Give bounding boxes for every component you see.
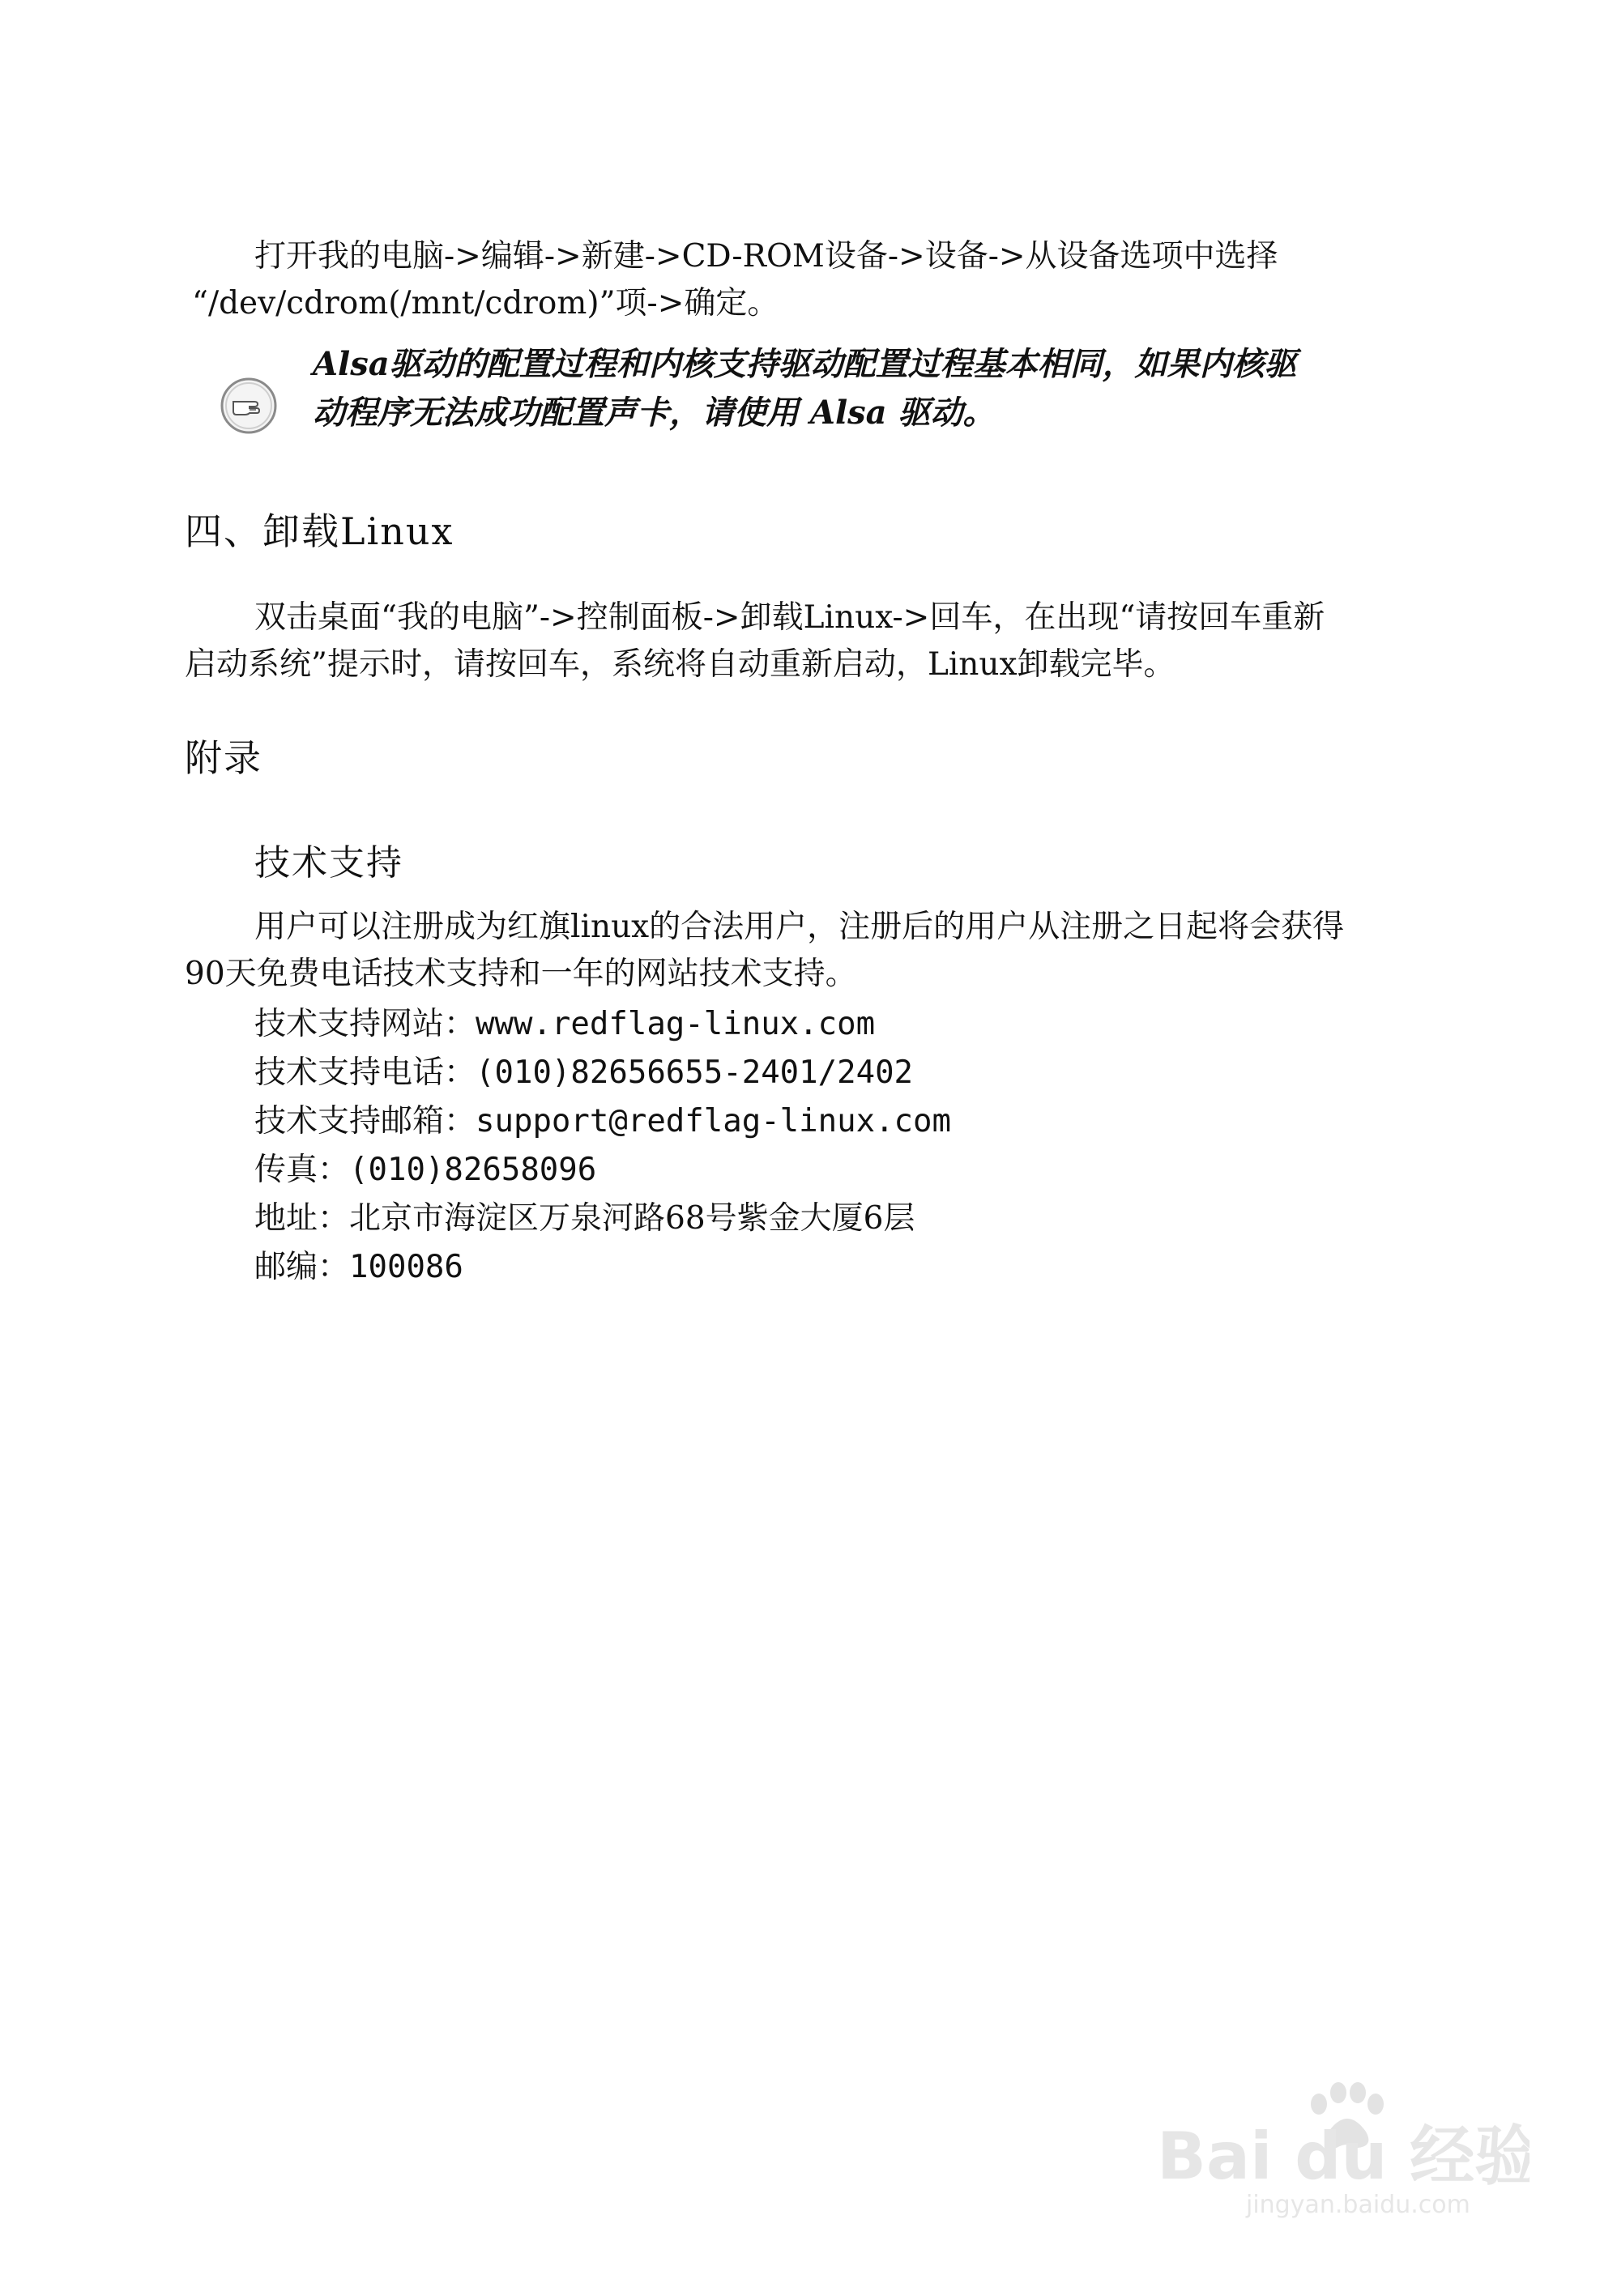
paragraph-line: “/dev/cdrom(/mnt/cdrom)”项->确定。: [192, 285, 779, 322]
note-line: 动程序无法成功配置声卡，请使用 Alsa 驱动。: [313, 394, 996, 432]
paragraph-line: 启动系统”提示时，请按回车，系统将自动重新启动，Linux卸载完毕。: [185, 646, 1175, 683]
note-line: Alsa驱动的配置过程和内核支持驱动配置过程基本相同，如果内核驱: [313, 345, 1297, 383]
paragraph-line: 双击桌面“我的电脑”->控制面板->卸载Linux->回车，在出现“请按回车重新: [254, 599, 1325, 636]
paragraph-line: 90天免费电话技术支持和一年的网站技术支持。: [185, 956, 857, 992]
contact-fax: 传真：(010)82658096: [254, 1152, 597, 1188]
section-heading: 四、卸载Linux: [185, 509, 454, 553]
appendix-heading: 附录: [185, 736, 262, 780]
pointing-hand-icon: [217, 374, 280, 437]
contact-website: 技术支持网站：www.redflag-linux.com: [254, 1006, 876, 1042]
baidu-jingyan-watermark: [1149, 2057, 1530, 2219]
contact-postcode: 邮编：100086: [254, 1249, 463, 1285]
watermark-url: jingyan.baidu.com: [1246, 2191, 1470, 2219]
contact-address: 地址：北京市海淀区万泉河路68号紫金大厦6层: [254, 1200, 915, 1237]
paragraph-line: 用户可以注册成为红旗linux的合法用户，注册后的用户从注册之日起将会获得: [254, 909, 1345, 945]
watermark-brand: Bai du 经验: [1157, 2119, 1530, 2194]
contact-email: 技术支持邮箱：support@redflag-linux.com: [254, 1103, 951, 1139]
contact-phone: 技术支持电话：(010)82656655-2401/2402: [254, 1054, 914, 1091]
paragraph-line: 打开我的电脑->编辑->新建->CD-ROM设备->设备->从设备选项中选择: [254, 238, 1278, 275]
appendix-subheading: 技术支持: [254, 842, 403, 884]
